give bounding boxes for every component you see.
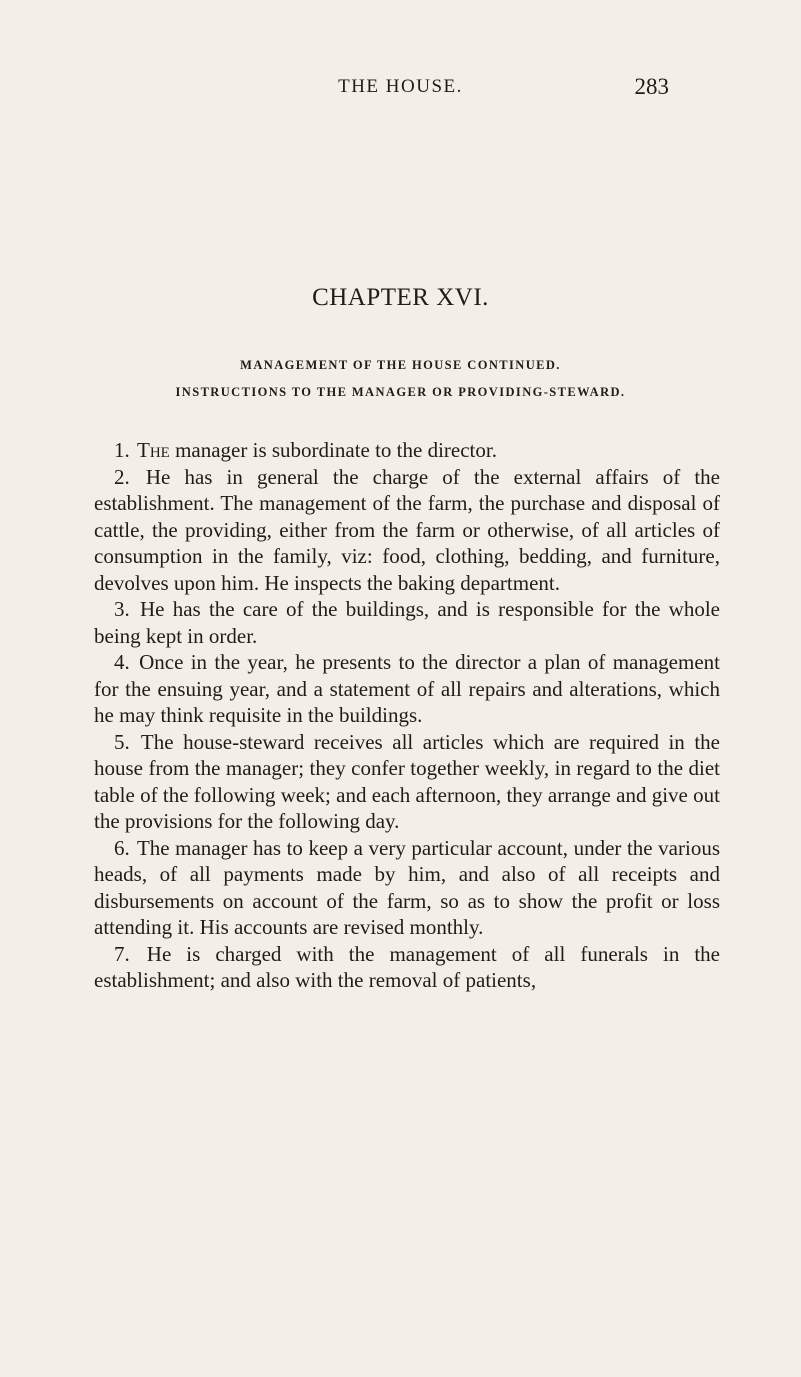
chapter-subtitle: MANAGEMENT OF THE HOUSE CONTINUED. xyxy=(240,358,561,372)
paragraph-number: 3. xyxy=(114,597,130,621)
paragraph-number: 4. xyxy=(114,650,130,674)
running-title: THE HOUSE. xyxy=(338,76,463,97)
paragraph-number: 2. xyxy=(114,464,130,489)
paragraph-3 xyxy=(94,596,720,649)
paragraph-text: manager is subordinate to the director. xyxy=(169,438,497,462)
chapter-title: CHAPTER XVI. xyxy=(312,284,489,311)
paragraph-number: 1. xyxy=(114,438,130,462)
paragraph-7 xyxy=(94,941,720,994)
paragraph-number: 7. xyxy=(114,941,130,966)
paragraph-number: 6. xyxy=(114,835,130,860)
paragraph-1 xyxy=(94,437,720,464)
page-number: 283 xyxy=(634,74,669,99)
paragraph-4 xyxy=(94,649,720,729)
paragraph-text: He has the care of the buildings, and is responsible for the whole being kept in order. xyxy=(94,597,721,648)
paragraph-text: The house-steward receives all articles which are required in the house from the manager; they confer together weekly, in regard to the diet table of the following week; and each afternoon, they arrange and give out the provisions for the following day. xyxy=(94,729,720,833)
chapter-subtitle-instructions: INSTRUCTIONS TO THE MANAGER OR PROVIDING-STEWARD. xyxy=(175,385,626,399)
body-text xyxy=(94,437,720,994)
paragraph-5 xyxy=(94,729,720,835)
paragraph-text: The manager has to keep a very particular account, under the various heads, of all payments made by him, and also of all receipts and disbursements on account of the farm, so as to show the profit or loss attending it. His accounts are revised monthly. xyxy=(94,835,720,939)
paragraph-text: He is charged with the management of all funerals in the establishment; and also with the removal of patients, xyxy=(94,941,721,992)
paragraph-text: He has in general the charge of the external affairs of the establishment. The management of the farm, the purchase and disposal of cattle, the providing, either from the farm or otherwise, of all articles of consumption in the family, viz: food, clothing, bedding, and furniture, devolves upon him. He inspects the baking department. xyxy=(94,464,720,595)
paragraph-number: 5. xyxy=(114,729,130,754)
paragraph-2 xyxy=(94,464,720,597)
paragraph-6 xyxy=(94,835,720,941)
running-head xyxy=(0,74,801,104)
paragraph-lead-word: The xyxy=(137,438,170,462)
paragraph-text: Once in the year, he presents to the director a plan of management for the ensuing year, and a statement of all repairs and alterations, which he may think requisite in the buildings. xyxy=(94,650,720,727)
